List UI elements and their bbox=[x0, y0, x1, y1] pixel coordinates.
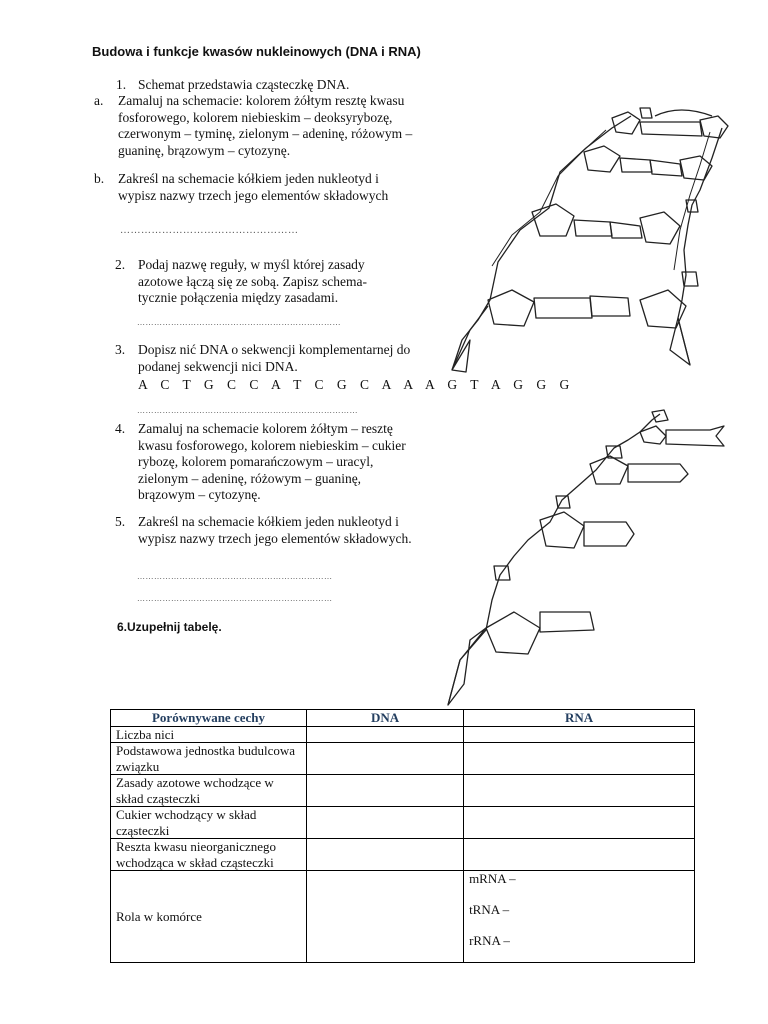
rna-role-line: mRNA – bbox=[469, 871, 516, 886]
row-feature: Zasady azotowe wchodzące w skład cząsteczki bbox=[111, 775, 307, 807]
q2-line: Podaj nazwę reguły, w myśl której zasady bbox=[138, 257, 365, 272]
q3-text bbox=[138, 342, 438, 375]
row-feature: Reszta kwasu nieorganicznego wchodząca w skład cząsteczki bbox=[111, 839, 307, 871]
q1b-line: wypisz nazwy trzech jego elementów składowych bbox=[118, 187, 389, 203]
q1-text: Schemat przedstawia cząsteczkę DNA. bbox=[138, 77, 350, 92]
dna-answer-cell[interactable] bbox=[307, 775, 464, 807]
rna-answer-cell[interactable] bbox=[464, 775, 695, 807]
header-rna: RNA bbox=[464, 710, 695, 727]
q5-number: 5. bbox=[115, 514, 126, 529]
q4-line: rybozę, kolorem pomarańczowym – uracyl, bbox=[138, 454, 374, 469]
q1a-label: a. bbox=[94, 93, 104, 108]
q1a-line: fosforowego, kolorem niebieskim – deoksyrybozę, bbox=[118, 109, 393, 125]
table-row bbox=[111, 839, 695, 871]
q1a-line: czerwonym – tyminę, zielonym – adeninę, różowym – bbox=[118, 126, 413, 141]
rna-answer-cell[interactable] bbox=[464, 839, 695, 871]
table-row bbox=[111, 743, 695, 775]
q1a-line: Zamaluj na schemacie: kolorem żółtym resztę kwasu bbox=[118, 93, 405, 108]
comparison-table bbox=[110, 709, 695, 963]
q2-text bbox=[138, 257, 438, 307]
q4-text bbox=[138, 421, 438, 504]
page-title: Budowa i funkcje kwasów nukleinowych (DNA i RNA) bbox=[92, 44, 421, 59]
q5-line: Zakreśl na schemacie kółkiem jeden nukleotyd i bbox=[138, 514, 399, 529]
q4-line: zielonym – adeninę, różowym – guaninę, bbox=[138, 470, 362, 486]
q1a-text bbox=[118, 93, 458, 159]
q5-line: wypisz nazwy trzech jego elementów składowych. bbox=[138, 530, 412, 546]
row-feature: Rola w komórce bbox=[111, 871, 307, 963]
q1a-line: guaninę, brązowym – cytozynę. bbox=[118, 142, 291, 158]
rna-answer-cell[interactable] bbox=[464, 743, 695, 775]
q3-sequence: A C T G C C A T C G C A A A G T A G G G bbox=[138, 377, 575, 392]
q2-line: azotowe łączą się ze sobą. Zapisz schema- bbox=[138, 273, 368, 289]
dna-answer-cell[interactable] bbox=[307, 726, 464, 743]
q3-line: Dopisz nić DNA o sekwencji komplementarnej do bbox=[138, 342, 411, 357]
dna-answer-cell[interactable] bbox=[307, 871, 464, 963]
q2-number: 2. bbox=[115, 257, 126, 272]
table-row bbox=[111, 807, 695, 839]
q5-answer-line-2[interactable]: …………………………………………………………… bbox=[137, 594, 333, 603]
rna-role-line: tRNA – bbox=[469, 902, 510, 917]
q1b-answer-line[interactable]: …………………………………………… bbox=[120, 225, 299, 236]
q4-line: brązowym – cytozynę. bbox=[138, 487, 261, 502]
header-dna: DNA bbox=[307, 710, 464, 727]
q5-text bbox=[138, 514, 438, 547]
row-feature: Podstawowa jednostka budulcowa związku bbox=[111, 743, 307, 775]
row-feature: Cukier wchodzący w skład cząsteczki bbox=[111, 807, 307, 839]
dna-answer-cell[interactable] bbox=[307, 807, 464, 839]
q1b-line: Zakreśl na schemacie kółkiem jeden nukleotyd i bbox=[118, 171, 379, 186]
dna-answer-cell[interactable] bbox=[307, 839, 464, 871]
rna-answer-cell[interactable] bbox=[464, 807, 695, 839]
q5-answer-line-1[interactable]: …………………………………………………………… bbox=[137, 572, 333, 581]
q3-line: podanej sekwencji nici DNA. bbox=[138, 358, 298, 374]
q2-line: tycznie połączenia między zasadami. bbox=[138, 290, 339, 305]
rna-answer-cell[interactable] bbox=[464, 726, 695, 743]
rna-role-line: rRNA – bbox=[469, 933, 510, 948]
table-header-row bbox=[111, 710, 695, 727]
q4-line: Zamaluj na schemacie kolorem żółtym – resztę bbox=[138, 421, 393, 436]
q4-number: 4. bbox=[115, 421, 126, 436]
q1-number: 1. bbox=[116, 77, 127, 92]
q6-title: 6.Uzupełnij tabelę. bbox=[117, 620, 222, 634]
header-features: Porównywane cechy bbox=[111, 710, 307, 727]
dna-answer-cell[interactable] bbox=[307, 743, 464, 775]
rna-role-cell[interactable] bbox=[464, 871, 695, 963]
q1b-text bbox=[118, 171, 463, 204]
q3-answer-line[interactable]: …………………………………………………………………… bbox=[137, 406, 358, 415]
q2-answer-line[interactable]: ……………………………………………………………… bbox=[137, 318, 341, 327]
table-row bbox=[111, 775, 695, 807]
q3-number: 3. bbox=[115, 342, 126, 357]
table-row bbox=[111, 726, 695, 743]
table-row bbox=[111, 871, 695, 963]
row-feature: Liczba nici bbox=[111, 726, 307, 743]
q1b-label: b. bbox=[94, 171, 105, 186]
q4-line: kwasu fosforowego, kolorem niebieskim – cukier bbox=[138, 437, 406, 453]
